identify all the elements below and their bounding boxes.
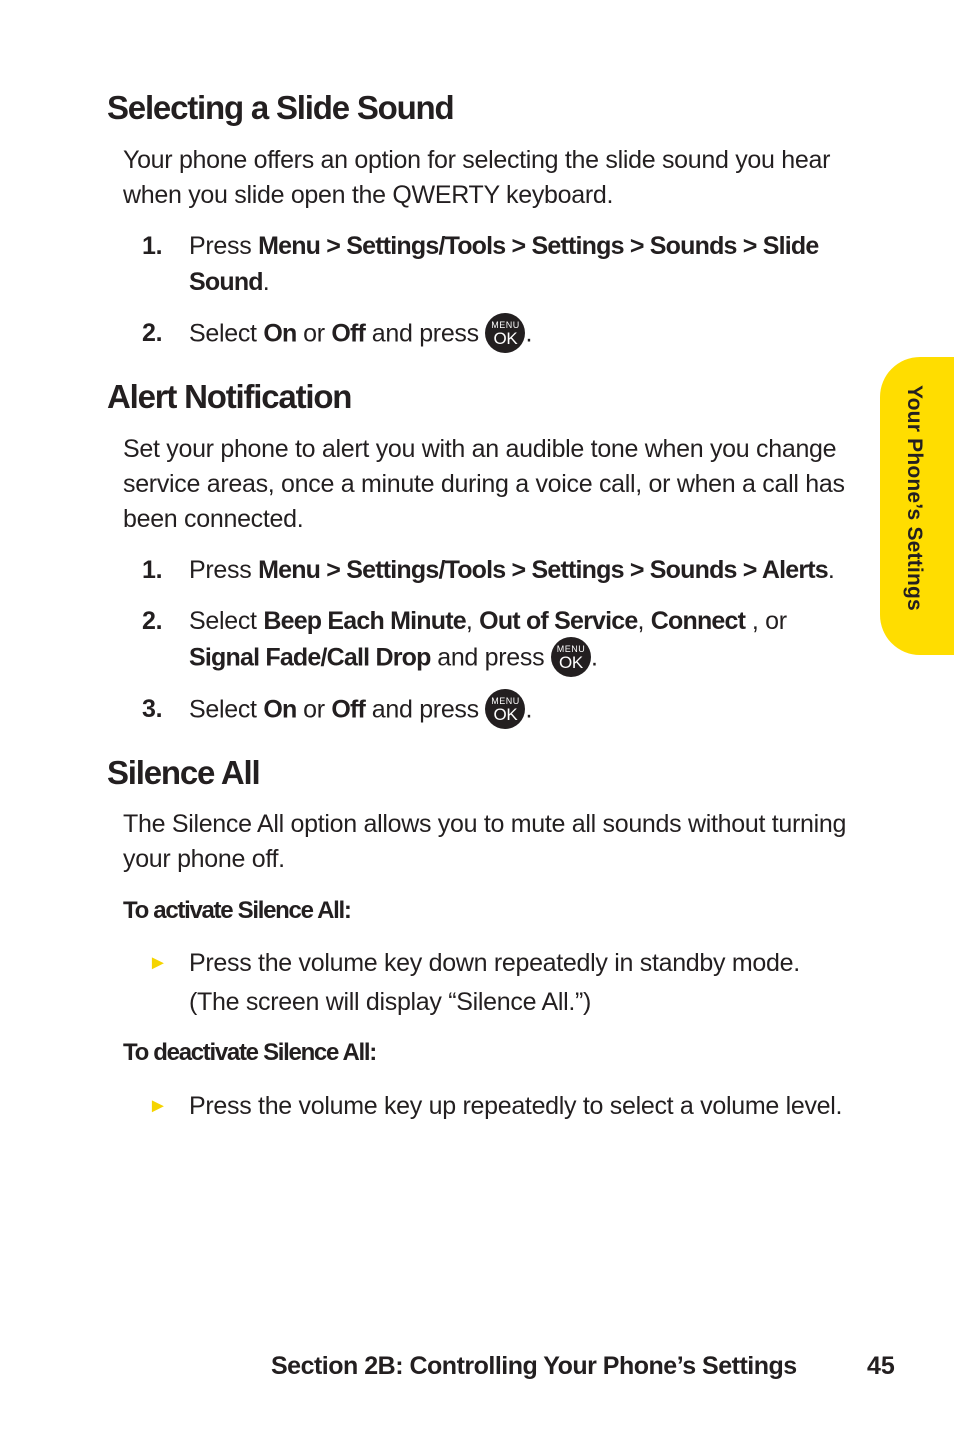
step-number: 2. <box>142 319 163 347</box>
step-number: 1. <box>142 556 163 584</box>
heading-slide-sound: Selecting a Slide Sound <box>107 89 454 126</box>
menu-path: Menu > Settings/Tools > Settings > Sounds > Slide Sound <box>189 232 819 296</box>
menu-ok-key-icon: MENU OK <box>485 689 525 729</box>
heading-silence-all: Silence All <box>107 754 260 791</box>
menu-path: Menu > Settings/Tools > Settings > Sounds > Alerts <box>258 556 828 584</box>
bullet-text: Press the volume key up repeatedly to select a volume level. <box>189 1092 843 1120</box>
step-number: 3. <box>142 695 163 723</box>
deactivate-label: To deactivate Silence All: <box>123 1039 376 1066</box>
slide-sound-intro: Your phone offers an option for selecting the slide sound you hear when you slide open the QWERTY keyboard. <box>123 146 831 209</box>
step-text: Select On or Off and press MENU OK . <box>189 315 849 355</box>
activate-label: To activate Silence All: <box>123 897 351 924</box>
menu-ok-key-icon: MENU OK <box>551 637 591 677</box>
bullet-arrow-icon: ► <box>148 1095 168 1117</box>
side-tab-label: Your Phone’s Settings <box>903 385 926 611</box>
page-number: 45 <box>867 1352 895 1380</box>
step-number: 1. <box>142 232 163 260</box>
bullet-arrow-icon: ► <box>148 952 168 974</box>
step-text: Select Beep Each Minute, Out of Service, Connect , or Signal Fade/Call Drop and press MENU OK . <box>189 603 849 679</box>
bullet-text: Press the volume key down repeatedly in standby mode. (The screen will display “Silence All.”) <box>189 949 800 1016</box>
step-text: Press Menu > Settings/Tools > Settings > Sounds > Slide Sound. <box>189 232 819 296</box>
silence-intro: The Silence All option allows you to mute all sounds without turning your phone off. <box>123 810 847 873</box>
alert-intro: Set your phone to alert you with an audible tone when you change service areas, once a minute during a voice call, or when a call has been connected. <box>123 435 845 533</box>
menu-ok-key-icon: MENU OK <box>485 313 525 353</box>
step-text: Press Menu > Settings/Tools > Settings > Sounds > Alerts. <box>189 556 835 584</box>
step-text: Select On or Off and press MENU OK . <box>189 691 849 731</box>
step-number: 2. <box>142 607 163 635</box>
footer-section-title: Section 2B: Controlling Your Phone’s Settings <box>271 1352 797 1380</box>
heading-alert-notification: Alert Notification <box>107 378 352 415</box>
